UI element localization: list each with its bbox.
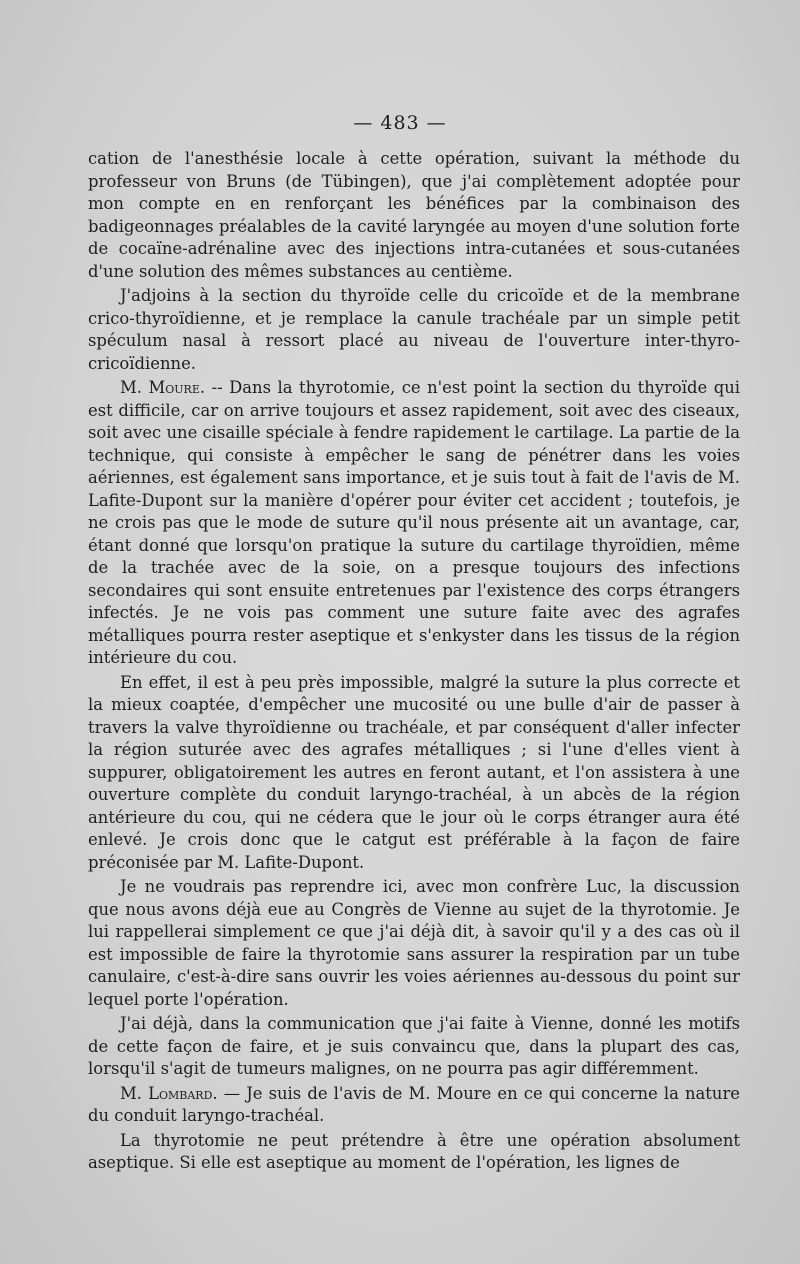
body-text — [88, 148, 740, 1177]
paragraph-3-text: -- Dans la thyrotomie, ce n'est point la section du thyroïde qui est difficile, car on arrive toujours et assez rapidement, soit avec des ciseaux, soit avec une cisaille spéciale à fendre rapidement le cartilage. La partie de la technique, qui consiste à empêcher le sang de pénétrer dans les voies aériennes, est également sans importance, et je suis tout à fait de l'avis de M. Lafite-Dupont sur la manière d'opérer pour éviter cet accident ; toutefois, je ne crois pas que le mode de suture qu'il nous présente ait un avantage, car, étant donné que lorsqu'on pratique la suture du cartilage thyroïdien, même de la trachée avec de la soie, on a presque toujours des infections secondaires qui sont ensuite entretenues par l'existence des corps étrangers infectés. Je ne vois pas comment une suture faite avec des agrafes métalliques pourra rester aseptique et s'enkyster dans les tissus de la région intérieure du cou. — [88, 378, 740, 667]
paragraph-7 — [88, 1083, 740, 1128]
paragraph-3 — [88, 377, 740, 670]
page-number: — 483 — — [353, 112, 447, 134]
paragraph-7-text: — Je suis de l'avis de M. Moure en ce qui concerne la nature du conduit laryngo-trachéal. — [88, 1083, 740, 1125]
speaker-moure: M. Moure. — [120, 378, 206, 397]
paragraph-5: Je ne voudrais pas reprendre ici, avec mon confrère Luc, la discussion que nous avons déjà eue au Congrès de Vienne au sujet de la thyrotomie. Je lui rappellerai simplement ce que j'ai déjà dit, à savoir qu'il y a des cas où il est impossible de faire la thyrotomie sans assurer la respiration par un tube canulaire, c'est-à-dire sans ouvrir les voies aériennes au-dessous du point sur lequel porte l'opération. — [88, 877, 740, 1009]
paragraph-2: J'adjoins à la section du thyroïde celle du cricoïde et de la membrane crico-thyroïdienne, et je remplace la canule trachéale par un simple petit spéculum nasal à ressort placé au niveau de l'ouverture inter-thyro-cricoïdienne. — [88, 286, 740, 373]
speaker-lombard: M. Lombard. — [120, 1083, 218, 1103]
paragraph-6: J'ai déjà, dans la communication que j'ai faite à Vienne, donné les motifs de cette façon de faire, et je suis convaincu que, dans la plupart des cas, lorsqu'il s'agit de tumeurs malignes, on ne pourra pas agir différemment. — [88, 1014, 740, 1078]
paragraph-4: En effet, il est à peu près impossible, malgré la suture la plus correcte et la mieux coaptée, d'empêcher une mucosité ou une bulle d'air de passer à travers la valve thyroïdienne ou trachéale, et par conséquent d'aller infecter la région suturée avec des agrafes métalliques ; si l'une d'elles vient à suppurer, obligatoirement les autres en feront autant, et l'on assistera à une ouverture complète du conduit laryngo-trachéal, à un abcès de la région antérieure du cou, qui ne cédera que le jour où le corps étranger aura été enlevé. Je crois donc que le catgut est préférable à la façon de faire préconisée par M. Lafite-Dupont. — [88, 672, 740, 872]
paragraph-1: cation de l'anesthésie locale à cette opération, suivant la méthode du professeur von Bruns (de Tübingen), que j'ai complètement adoptée pour mon compte en en renforçant les bénéfices par la combinaison des badigeonnages préalables de la cavité laryngée au moyen d'une solution forte de cocaïne-adrénaline avec des injections intra-cutanées et sous-cutanées d'une solution des mêmes substances au centième. — [88, 149, 740, 281]
paragraph-8: La thyrotomie ne peut prétendre à être une opération absolument aseptique. Si elle est aseptique au moment de l'opération, les lignes de — [88, 1130, 740, 1172]
